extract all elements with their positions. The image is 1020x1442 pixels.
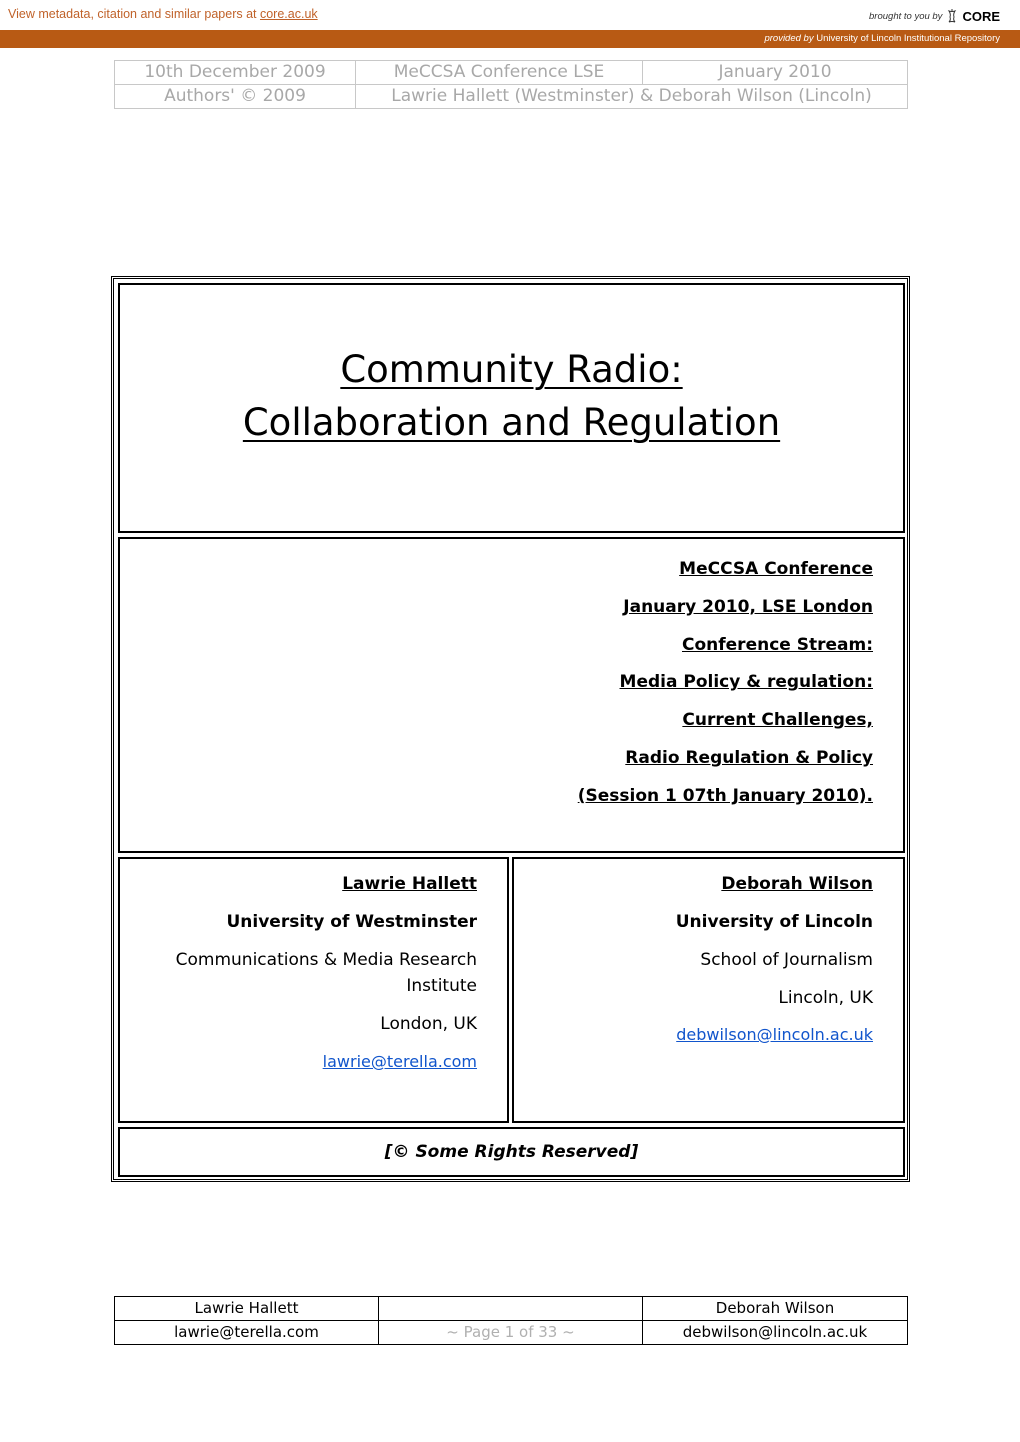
header-copyright: Authors' © 2009 bbox=[115, 85, 356, 109]
footer-page-number: ~ Page 1 of 33 ~ bbox=[379, 1321, 643, 1345]
header-date: 10th December 2009 bbox=[115, 61, 356, 85]
author-details bbox=[176, 865, 477, 1081]
rights-box bbox=[118, 1127, 905, 1177]
author-university: University of Lincoln bbox=[675, 912, 873, 932]
core-brought-text: brought to you by bbox=[869, 10, 943, 22]
core-link[interactable]: core.ac.uk bbox=[259, 7, 318, 21]
footer-right-name: Deborah Wilson bbox=[643, 1297, 908, 1321]
footer-row bbox=[115, 1321, 908, 1345]
author-location: Lincoln, UK bbox=[778, 988, 873, 1008]
author-name: Lawrie Hallett bbox=[342, 874, 477, 894]
core-metadata-text bbox=[8, 7, 318, 21]
core-view-text: View metadata, citation and similar papers at bbox=[8, 7, 260, 21]
footer-right-email: debwilson@lincoln.ac.uk bbox=[643, 1321, 908, 1345]
author-department-line-1: Communications & Media Research bbox=[175, 950, 477, 970]
rights-notice: [© Some Rights Reserved] bbox=[384, 1142, 639, 1162]
title-page-frame bbox=[111, 276, 910, 1182]
conference-box bbox=[118, 537, 905, 853]
author-location: London, UK bbox=[380, 1014, 477, 1034]
conference-name: MeCCSA Conference bbox=[679, 559, 873, 579]
core-provided-text bbox=[764, 33, 1000, 44]
footer-left-email: lawrie@terella.com bbox=[115, 1321, 379, 1345]
author-department: School of Journalism bbox=[700, 950, 873, 970]
core-brought-by bbox=[869, 8, 1000, 24]
title-box bbox=[118, 283, 905, 533]
author-box-left bbox=[118, 857, 509, 1123]
conference-details bbox=[578, 551, 873, 816]
footer-empty-cell bbox=[379, 1297, 643, 1321]
author-email-link[interactable]: debwilson@lincoln.ac.uk bbox=[676, 1025, 873, 1044]
title-line-1: Community Radio: bbox=[340, 348, 683, 391]
page-footer-table bbox=[114, 1296, 908, 1345]
apple-core-icon bbox=[946, 8, 958, 24]
header-row bbox=[115, 85, 908, 109]
header-conference: MeCCSA Conference LSE bbox=[356, 61, 643, 85]
header-row bbox=[115, 61, 908, 85]
author-department-line-2: Institute bbox=[406, 976, 477, 996]
provided-by-source[interactable]: University of Lincoln Institutional Repository bbox=[816, 33, 1000, 44]
header-month: January 2010 bbox=[643, 61, 908, 85]
conference-date-venue: January 2010, LSE London bbox=[623, 596, 873, 617]
footer-left-name: Lawrie Hallett bbox=[115, 1297, 379, 1321]
author-email-link[interactable]: lawrie@terella.com bbox=[322, 1052, 477, 1071]
author-name: Deborah Wilson bbox=[721, 874, 873, 894]
conference-stream-label: Conference Stream: bbox=[682, 634, 873, 655]
author-university: University of Westminster bbox=[226, 912, 477, 932]
conference-session: (Session 1 07th January 2010). bbox=[577, 785, 873, 806]
footer-row bbox=[115, 1297, 908, 1321]
header-authors: Lawrie Hallett (Westminster) & Deborah Wilson (Lincoln) bbox=[356, 85, 908, 109]
core-logo[interactable]: CORE bbox=[962, 8, 1000, 24]
conference-stream-sub: Current Challenges, bbox=[682, 710, 873, 731]
conference-stream: Media Policy & regulation: bbox=[619, 672, 873, 693]
conference-topic: Radio Regulation & Policy bbox=[625, 747, 873, 768]
document-title bbox=[120, 343, 903, 449]
title-line-2: Collaboration and Regulation bbox=[242, 401, 781, 444]
author-box-right bbox=[512, 857, 905, 1123]
author-details bbox=[676, 865, 873, 1053]
provided-by-label: provided by bbox=[764, 33, 814, 44]
core-banner bbox=[0, 0, 1020, 30]
author-department bbox=[176, 947, 477, 999]
page-header-table bbox=[114, 60, 908, 109]
